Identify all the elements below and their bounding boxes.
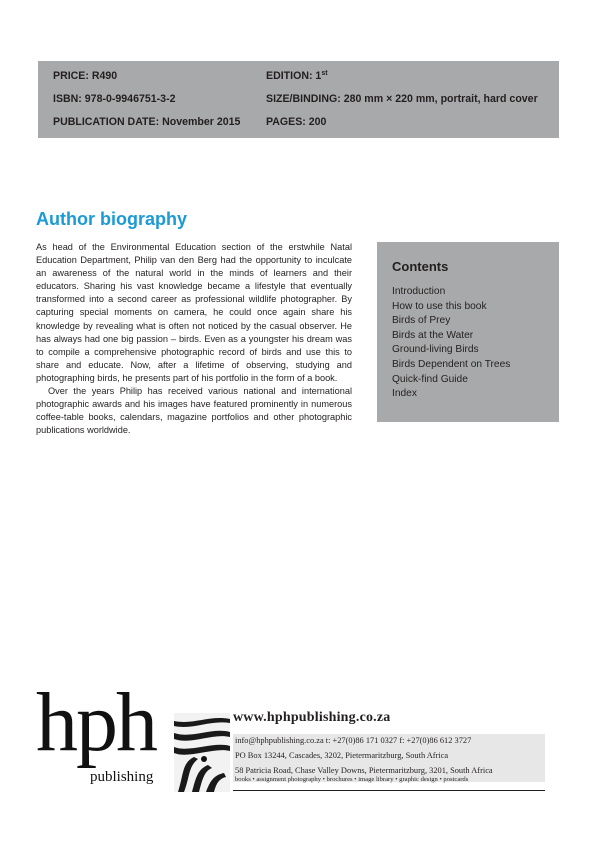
- biography-paragraph: Over the years Philip has received various national and international photographic awards and his images have featured prominently in numerous coffee-table books, calendars, magazine portfolios and other photographic publications worldwide.: [36, 386, 352, 436]
- contents-list: [392, 285, 510, 402]
- footer-divider: [233, 790, 545, 791]
- contents-item: Quick-find Guide: [392, 373, 468, 385]
- zebra-stripes-icon: [174, 713, 230, 792]
- publisher-contact: [233, 710, 545, 783]
- street-address: 58 Patricia Road, Chase Valley Downs, Pietermaritzburg, 3201, South Africa: [235, 766, 493, 775]
- zebra-image: [174, 713, 230, 792]
- biography-paragraph: As head of the Environmental Education section of the erstwhile Natal Education Department, Philip van den Berg had the opportunity to inculcate an awareness of the natural world in the minds of learners and their educators. Sharing his vast knowledge became a lifestyle that eventually transformed into a second career as professional wildlife photographer. By capturing special moments on camera, he could once again share his knowledge by revealing what is often not noticed by the casual observer. He has always had one big passion – birds. Even as a youngster his dream was to compile a comprehensive photographic record of birds and use this to share and educate. Now, after a lifetime of observing, studying and photographing birds, he presents part of his portfolio in the form of a book.: [36, 242, 352, 383]
- pages: PAGES: 200: [266, 116, 327, 128]
- author-biography-text: [36, 241, 352, 437]
- services-list: books • assignment photography • brochures • image library • graphic design • postcards: [235, 776, 469, 783]
- publisher-logo: [36, 676, 170, 795]
- contents-item: Birds Dependent on Trees: [392, 358, 511, 370]
- edition-superscript: st: [321, 70, 328, 77]
- isbn: ISBN: 978-0-9946751-3-2: [53, 93, 176, 105]
- contents-item: Index: [392, 388, 417, 400]
- contents-item: Birds of Prey: [392, 315, 451, 327]
- price: PRICE: R490: [53, 70, 118, 82]
- edition: [266, 70, 328, 82]
- edition-label: EDITION: 1: [266, 70, 322, 82]
- publication-date: PUBLICATION DATE: November 2015: [53, 116, 241, 128]
- book-details-panel: [38, 61, 559, 138]
- author-biography-heading: Author biography: [36, 209, 187, 229]
- contents-item: How to use this book: [392, 300, 487, 312]
- logo-subtitle: publishing: [90, 769, 154, 785]
- contents-item: Birds at the Water: [392, 329, 474, 341]
- contents-item: Ground-living Birds: [392, 344, 479, 356]
- contents-item: Introduction: [392, 286, 446, 297]
- contents-panel: [377, 242, 559, 422]
- postal-address: PO Box 13244, Cascades, 3202, Pietermaritzburg, South Africa: [235, 751, 449, 760]
- website-link[interactable]: www.hphpublishing.co.za: [233, 710, 391, 725]
- contact-email-phone: info@hphpublishing.co.za t: +27(0)86 171 0327 f: +27(0)86 612 3727: [235, 736, 472, 745]
- logo-wordmark: hph: [36, 676, 156, 769]
- contents-title: Contents: [392, 259, 449, 274]
- size-binding: SIZE/BINDING: 280 mm × 220 mm, portrait, hard cover: [266, 93, 538, 105]
